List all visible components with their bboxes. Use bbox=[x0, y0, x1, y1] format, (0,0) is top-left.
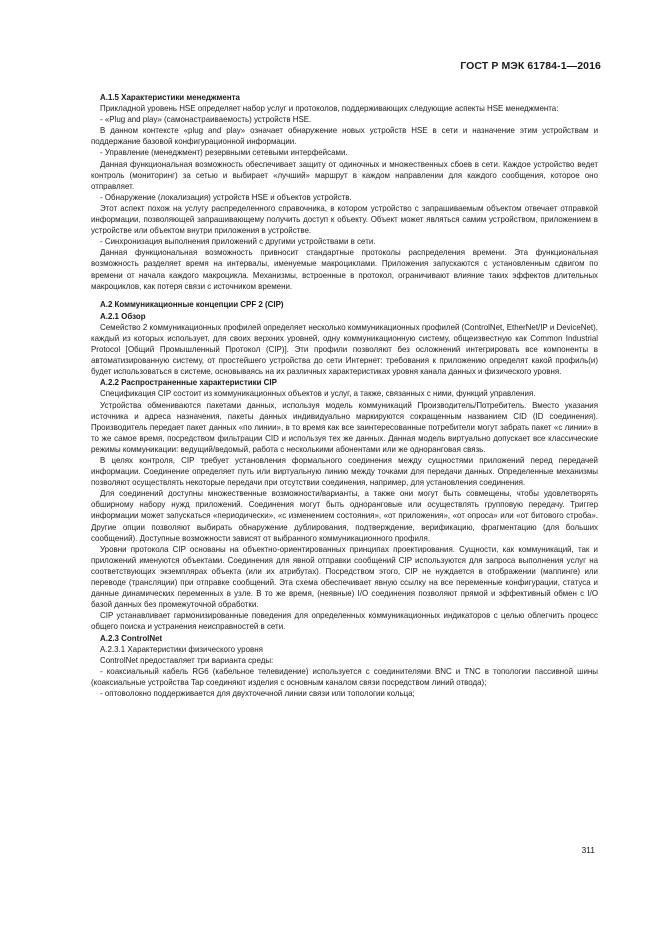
paragraph: Прикладной уровень HSE определяет набор услуг и протоколов, поддерживающих следующие аспекты HSE менеджмента: bbox=[100, 104, 559, 114]
section-heading-a-2-2: А.2.2 Распространенные характеристики CIP bbox=[100, 378, 277, 388]
paragraph: Для соединений доступны множественные возможности/варианты, а также они могут быть совмещены, чтобы удовлетворять обширному набору нужд приложений. Соединения могут быть одноранговые или осуществлять групповую передачу. Триггер информации может запускаться «периодически», «с изменением состояния», «от приложения», «от опроса» или «от битового строба». Другие опции позволяют выбирать обнаружение дублирования, подтверждение, верификацию, фрагментацию (для больших сообщений). Доступные возможности зависят от выбранного коммуникационного профиля. bbox=[91, 489, 598, 543]
list-item: - «Plug and play» (самонастраиваемость) устройств HSE. bbox=[100, 115, 312, 125]
paragraph: Этот аспект похож на услугу распределенного справочника, в котором устройство с запрашиваемым объектом отвечает отправкой информации, позволяющей запрашивающему получить доступ к объекту. Объект может являться самим устройством, приложением в устройстве или объектом внутри приложения в устройстве. bbox=[91, 203, 598, 236]
paragraph: ControlNet предоставляет три варианта среды: bbox=[100, 655, 274, 665]
list-item: - Управление (менеджмент) резервными сетевыми интерфейсами. bbox=[100, 148, 348, 158]
paragraph: Данная функциональная возможность привносит стандартные протоколы распределения времени. Эта функциональная возможность разделяет время на интервалы, именуемые макроциклами. Приложения запускаются с установленным сдвигом по времени от начала каждого макроцикла. Механизмы, встроенные в протокол, ограничивают влияние таких эффектов длительных макроциклов, как потеря связи с источником времени. bbox=[91, 248, 598, 291]
paragraph: Устройства обмениваются пакетами данных, используя модель коммуникаций Производитель/Потребитель. Вместо указания источника и адреса назначения, пакеты данных индивидуально маркируются сокращенным названием CID (ID соединения). Производитель передает пакет данных «по линии», в то время как все заинтересованные потребители могут забрать пакет «с линии» в то же самое время, посредством фильтрации CID и используя тех же данных. Данная модель виртуально допускает все классические режимы коммуникации: ведущий/ведомый, работа с несколькими абонентами или же одноранговая связь. bbox=[91, 400, 598, 454]
section-heading-a-2-1: А.2.1 Обзор bbox=[100, 311, 146, 321]
paragraph: В целях контроля, CIP требует установления формального соединения между сущностями приложений перед передачей информации. Соединение определяет путь или виртуальную линию между точками для передачи данных. Определенные механизмы позволяют осуществлять некоторые передачи при отсутствии соединения, например, для установления соединения. bbox=[91, 456, 598, 488]
page-number: 311 bbox=[581, 845, 595, 855]
paragraph: В данном контексте «plug and play» означает обнаружение новых устройств HSE в сети и назначение этим устройствам и поддержание базовой конфигурационной информации. bbox=[91, 126, 598, 147]
section-heading-a-2-3: А.2.3 ControlNet bbox=[100, 633, 163, 643]
subsection-heading-a-2-3-1: А.2.3.1 Характеристики физического уровня bbox=[100, 644, 263, 654]
paragraph: Семейство 2 коммуникационных профилей определяет несколько коммуникационных профилей (ControlNet, EtherNet/IP и DeviceNet), каждый из которых использует, для своих верхних уровней, одну коммуникационную систему, общеизвестную как Common Industrial Protocol [Общий Промышленный Протокол (CIP)]. Эти профили позволяют без осложнений интегрировать все компоненты в автоматизированную систему, от простейшего устройства до сети Интернет: требования к приложению определят какой профиль(и) будет использоваться в системе, основываясь на их различных характеристиках уровня канала данных и физического уровня. bbox=[91, 322, 598, 377]
paragraph: Данная функциональная возможность обеспечивает защиту от одиночных и множественных сбоев в сети. Каждое устройство ведет контроль (мониторинг) за сетью и выбирает «лучший» маршрут в каждом направлении для каждого сообщения, которое оно отправляет. bbox=[91, 159, 598, 191]
document-code-header: ГОСТ Р МЭК 61784-1—2016 bbox=[460, 60, 601, 72]
paragraph: Спецификация CIP состоит из коммуникационных объектов и услуг, а также, связанных с ними, функций управления. bbox=[100, 389, 536, 399]
list-item: - коаксиальный кабель RG6 (кабельное телевидение) используется с соединителями BNC и TNC в топологии пассивной шины (коаксиальные устройства Tap соединяют изделия с основным каналом связи посредством линий отвода); bbox=[91, 666, 598, 687]
paragraph: Уровни протокола CIP основаны на объектно-ориентированных принципах проектирования. Сущности, как коммуникаций, так и приложений именуются объектами. Соединения для явной отправки сообщений CIP используются для запроса выполнения услуг на соответствующих экземплярах объекта (или их атрибутах). Посредством этого, CIP не нуждается в отображении (маппинге) или переводе (трансляции) при отправке сообщений. Эта схема обеспечивает явную ссылку на все переменные конфигурации, статуса и данные динамических переменных в узле. В то же время, (неявные) I/O соединения позволяют прямой и эффективный обмен с I/O базой данных без промежуточной обработки. bbox=[91, 544, 598, 610]
list-item: - Обнаружение (локализация) устройств HSE и объектов устройств. bbox=[100, 192, 352, 202]
section-heading-a-1-5: А.1.5 Характеристики менеджмента bbox=[100, 93, 240, 102]
document-body bbox=[91, 92, 598, 699]
section-heading-a-2: А.2 Коммуникационные концепции CPF 2 (CIP) bbox=[100, 299, 284, 309]
paragraph: CIP устанавливает гармонизированные поведения для определенных коммуникационных индикаторов с целью облегчить процесс общего поиска и устранения неисправностей в сети. bbox=[91, 611, 598, 632]
list-item: - оптоволокно поддерживается для двухточечной линии связи или топологии кольца; bbox=[100, 688, 415, 698]
list-item: - Синхронизация выполнения приложений с другими устройствами в сети. bbox=[100, 237, 376, 247]
